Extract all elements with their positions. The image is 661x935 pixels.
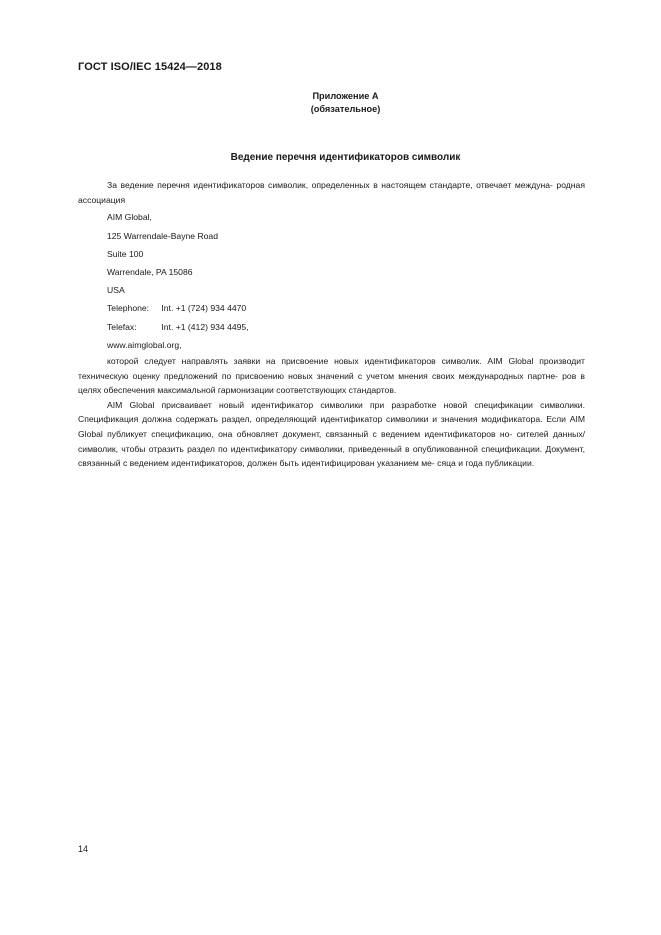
paragraph-line: Если AIM Global публикует спецификацию, она обновляет документ, связанный с ведением идентификаторов но- [78,414,585,439]
telefax-value: Int. +1 (412) 934 4495, [161,321,249,332]
paragraph-line: которой следует направлять заявки на присвоение новых идентификаторов символик. AIM Global производит [107,356,585,367]
annex-title: Приложение А [312,91,379,101]
address-city: Warrendale, PA 15086 [107,267,193,278]
address-country: USA [107,285,125,296]
address-telephone [78,299,585,317]
intro-line: родная ассоциация [78,180,585,206]
paragraph-line: AIM Global присваивает новый идентификатор символики при разработке новой спецификации символики. [107,399,585,410]
annex-status: (обязательное) [310,103,381,114]
address-org: AIM Global, [107,212,152,223]
paragraph-line: спецификации. Документ, связанный с ведением идентификаторов, должен быть идентифицирован указанием ме- [78,443,585,469]
assignment-paragraph [78,398,585,471]
annex-heading [0,90,661,115]
address-street: 125 Warrendale-Bayne Road [107,230,218,241]
intro-line: За ведение перечня идентификаторов символик, определенных в настоящем стандарте, отвечает междуна- [107,180,553,190]
request-paragraph [78,354,585,398]
address-website: www.aimglobal.org, [107,339,182,350]
paragraph-line: техническую оценку предложений по присвоению новых значений с учетом мнения своих международных партне- [78,370,559,381]
body-text [78,178,585,471]
intro-paragraph [78,178,585,208]
telefax-label: Telefax: [107,321,137,332]
paragraph-line: Спецификация должна содержать раздел, определяющий идентификатор символики и значения модификатора. [78,414,543,425]
address-block [78,208,585,354]
telephone-value: Int. +1 (724) 934 4470 [161,303,247,314]
paragraph-line: ров в целях обеспечения максимальной гармонизации соответствующих стандартов. [78,370,585,396]
address-suite: Suite 100 [107,248,144,259]
paragraph-line: сителей данных/ символик, чтобы отразить раздел по идентификатору символики, приведенный в опубликованной [78,429,586,454]
paragraph-line: сяца и года публикации. [437,458,535,469]
telephone-label: Telephone: [107,303,150,314]
standard-id: ГОСТ ISO/IEC 15424—2018 [78,61,222,73]
page-number: 14 [78,844,89,854]
section-title: Ведение перечня идентификаторов символик [230,152,461,163]
address-telefax [78,318,585,336]
